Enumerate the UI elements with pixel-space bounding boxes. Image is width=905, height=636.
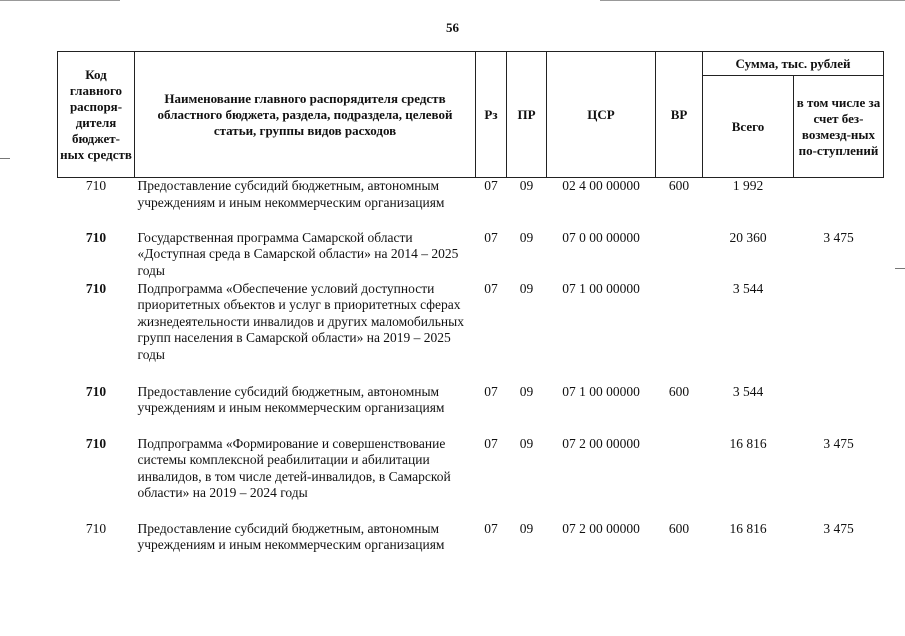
budget-table [57, 51, 884, 573]
header-csr: ЦСР [547, 52, 656, 178]
cell-vr: 600 [668, 178, 690, 193]
cell-csr: 07 0 00 00000 [562, 229, 640, 245]
cell-vr [656, 230, 703, 281]
table-row [58, 384, 884, 436]
cell-pr: 09 [519, 229, 534, 245]
header-code: Код главного распоря-дителя бюджет-ных средств [58, 52, 135, 178]
cell-total: 16 816 [729, 520, 767, 536]
cell-rz: 07 [484, 435, 498, 451]
cell-name: Подпрограмма «Обеспечение условий доступности приоритетных объектов и услуг в приоритетных сферах жизнедеятельности инвалидов и других маломобильных групп населения в Самарской области» на 2019 – 2025 годы [137, 280, 464, 362]
header-name: Наименование главного распорядителя средств областного бюджета, раздела, подраздела, целевой статьи, группы видов расходов [135, 52, 476, 178]
cell-incl [794, 281, 884, 384]
cell-incl: 3 475 [823, 520, 854, 536]
cell-pr: 09 [519, 280, 534, 296]
cell-vr [656, 281, 703, 384]
cell-csr: 07 1 00 00000 [562, 383, 640, 399]
margin-tick [0, 158, 10, 159]
table-row [58, 436, 884, 521]
cell-code: 710 [85, 178, 107, 193]
table-row [58, 178, 884, 230]
header-pr: ПР [507, 52, 547, 178]
cell-pr: 09 [519, 383, 534, 399]
cell-total: 3 544 [732, 383, 764, 399]
cell-total: 16 816 [729, 435, 767, 451]
scan-edge-line [0, 0, 120, 1]
cell-code: 710 [85, 229, 107, 245]
cell-rz: 07 [484, 520, 498, 536]
cell-incl: 3 475 [823, 435, 854, 451]
scan-edge-line [600, 0, 905, 1]
table-row [58, 281, 884, 384]
cell-total: 20 360 [729, 229, 767, 245]
cell-total: 3 544 [732, 280, 764, 296]
cell-name: Предоставление субсидий бюджетным, автономным учреждениям и иным некоммерческим организациям [137, 520, 445, 553]
cell-rz: 07 [484, 383, 498, 399]
cell-csr: 07 1 00 00000 [562, 280, 640, 296]
cell-name: Государственная программа Самарской области «Доступная среда в Самарской области» на 2014 – 2025 годы [137, 229, 459, 278]
header-vr: ВР [656, 52, 703, 178]
cell-total: 1 992 [732, 178, 764, 193]
cell-code: 710 [85, 280, 107, 296]
page-number: 56 [446, 20, 459, 35]
cell-incl [794, 384, 884, 436]
header-incl: в том числе за счет без-возмезд-ных по-ступлений [794, 76, 884, 178]
cell-rz: 07 [484, 280, 498, 296]
cell-rz: 07 [484, 229, 498, 245]
cell-code: 710 [85, 520, 107, 536]
cell-name: Предоставление субсидий бюджетным, автономным учреждениям и иным некоммерческим организациям [137, 383, 445, 416]
cell-csr: 02 4 00 00000 [562, 178, 640, 193]
cell-pr: 09 [519, 520, 534, 536]
cell-name: Предоставление субсидий бюджетным, автономным учреждениям и иным некоммерческим организациям [137, 178, 445, 210]
cell-vr: 600 [668, 520, 690, 536]
cell-name: Подпрограмма «Формирование и совершенствование системы комплексной реабилитации и абилитации инвалидов, в том числе детей-инвалидов, в Самарской области» на 2019 – 2024 годы [137, 435, 451, 501]
cell-incl [794, 178, 884, 230]
cell-code: 710 [85, 383, 107, 399]
table-row [58, 521, 884, 573]
cell-rz: 07 [484, 178, 498, 193]
cell-csr: 07 2 00 00000 [562, 520, 640, 536]
cell-code: 710 [85, 435, 107, 451]
cell-csr: 07 2 00 00000 [562, 435, 640, 451]
margin-tick [895, 268, 905, 269]
table-row [58, 230, 884, 281]
header-sum: Сумма, тыс. рублей [703, 52, 884, 76]
cell-vr: 600 [668, 383, 690, 399]
header-rz: Рз [476, 52, 507, 178]
cell-pr: 09 [519, 178, 534, 193]
cell-incl: 3 475 [823, 229, 854, 245]
cell-vr [656, 436, 703, 521]
cell-pr: 09 [519, 435, 534, 451]
header-total: Всего [703, 76, 794, 178]
